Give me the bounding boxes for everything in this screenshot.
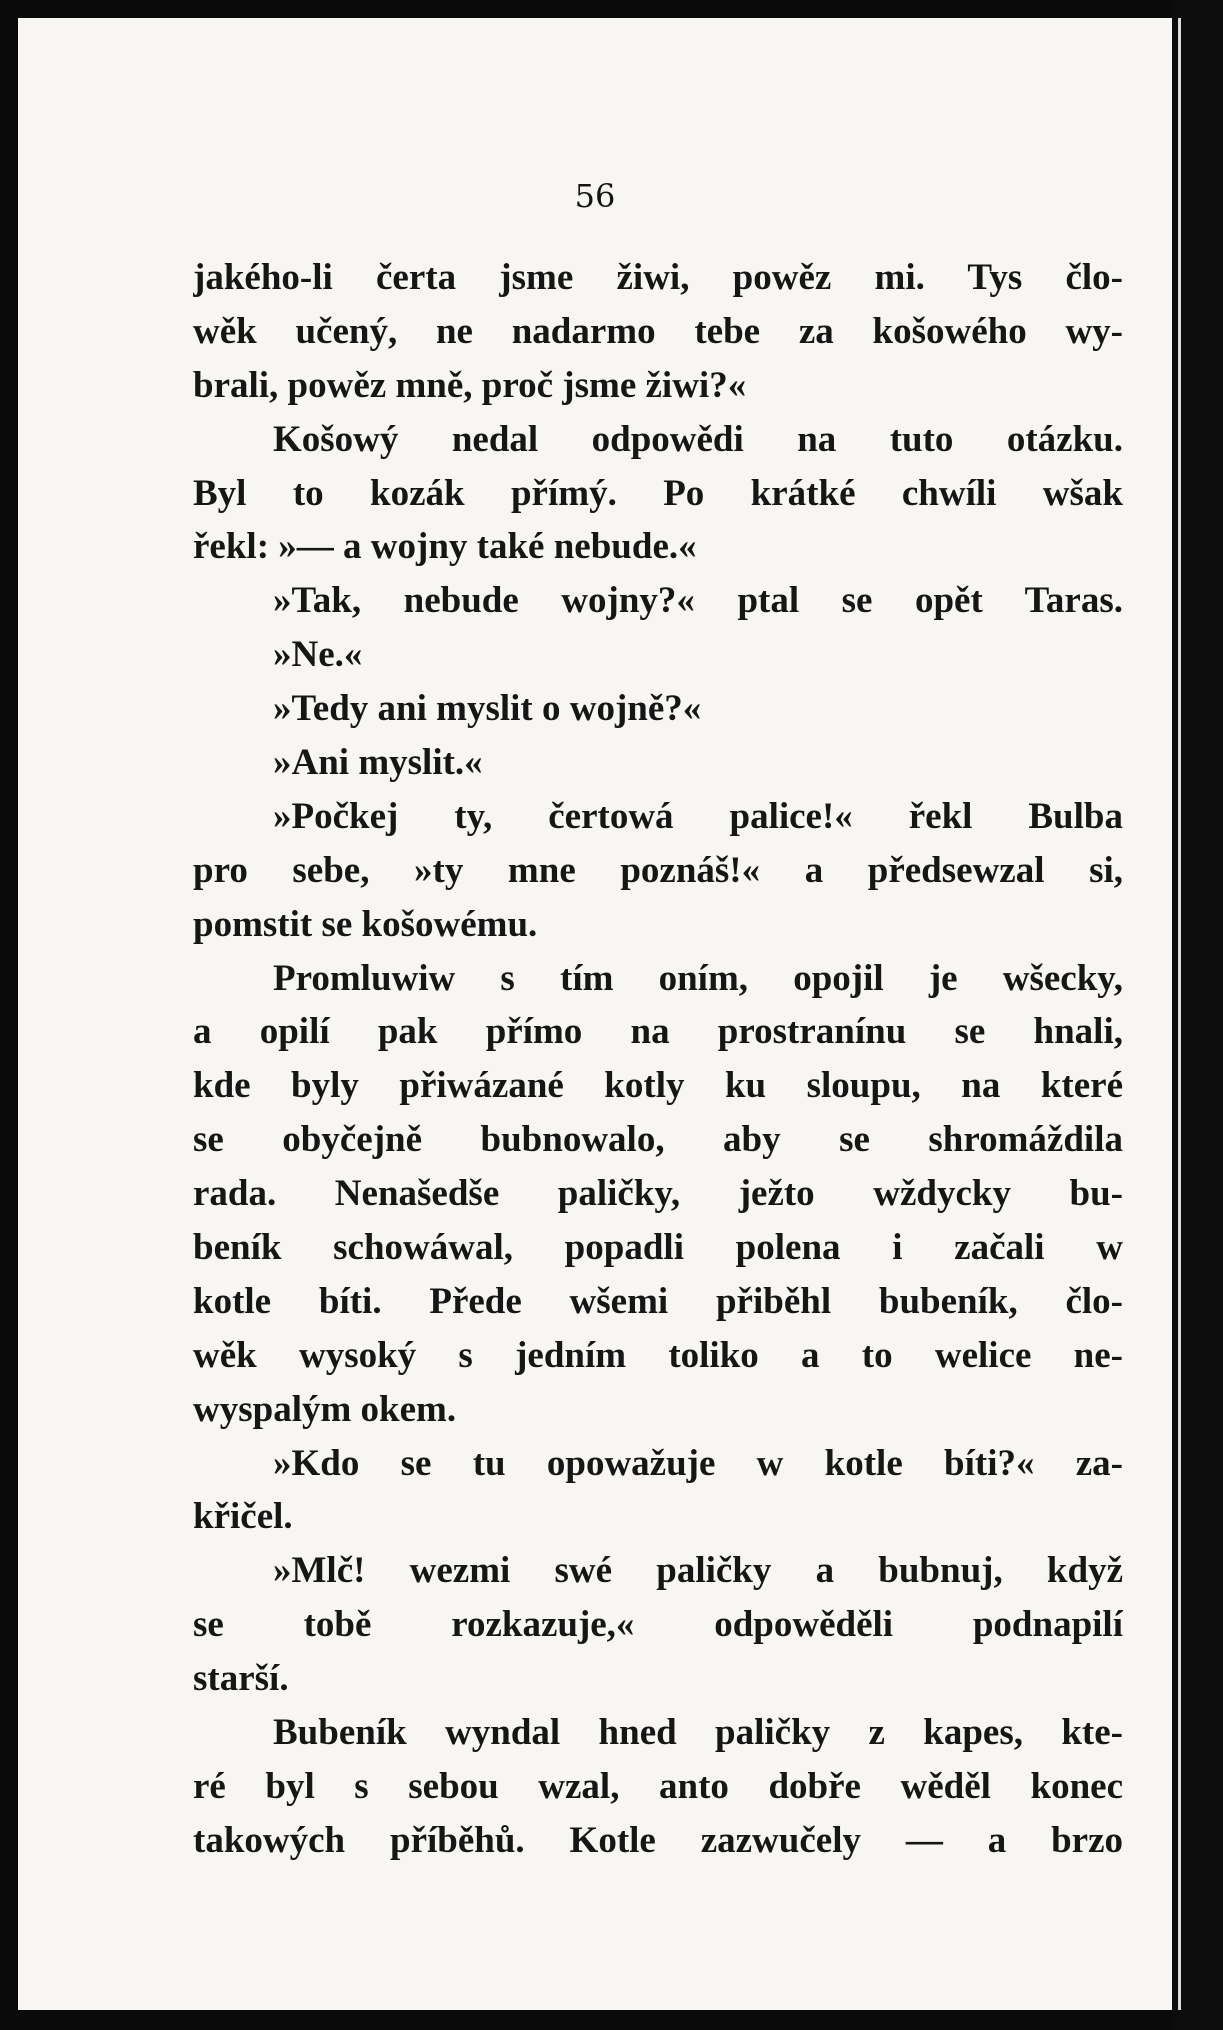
body-text <box>193 251 1123 1868</box>
text-line: kotle bíti. Přede wšemi přiběhl bubeník, člo- <box>193 1280 1123 1322</box>
text-line: wěk wysoký s jedním toliko a to welice ne- <box>193 1334 1123 1376</box>
text-line: beník schowáwal, popadli polena i začali w <box>193 1227 1123 1269</box>
text-line: »Ani myslit.« <box>273 742 483 784</box>
text-line: se obyčejně bubnowalo, aby se shromáždila <box>193 1119 1123 1161</box>
text-line: Byl to kozák přímý. Po krátké chwíli wšak <box>193 472 1123 514</box>
text-line: starší. <box>193 1658 289 1700</box>
text-line: se tobě rozkazuje,« odpowěděli podnapilí <box>193 1604 1123 1646</box>
text-line: a opilí pak přímo na prostranínu se hnali, <box>193 1011 1123 1053</box>
text-line: ré byl s sebou wzal, anto dobře wěděl konec <box>193 1765 1123 1807</box>
text-line: pomstit se košowému. <box>193 903 538 945</box>
text-line: »Počkej ty, čertowá palice!« řekl Bulba <box>273 795 1123 837</box>
text-line: Bubeník wyndal hned paličky z kapes, kte- <box>273 1712 1123 1754</box>
text-line: »Tedy ani myslit o wojně?« <box>273 688 702 730</box>
text-line: Promluwiw s tím oním, opojil je wšecky, <box>273 957 1123 999</box>
text-line: Košowý nedal odpowědi na tuto otázku. <box>273 418 1123 460</box>
text-line: rada. Nenašedše paličky, ježto wždycky bu- <box>193 1173 1123 1215</box>
text-line: řekl: »— a wojny také nebude.« <box>193 526 697 568</box>
book-page <box>18 18 1172 2010</box>
text-line: brali, powěz mně, proč jsme žiwi?« <box>193 364 747 406</box>
text-line: jakého-li čerta jsme žiwi, powěz mi. Tys člo- <box>193 257 1123 298</box>
page-edge-line <box>1178 18 1181 2010</box>
text-line: wěk učený, ne nadarmo tebe za košowého wy- <box>193 310 1123 352</box>
text-line: »Tak, nebude wojny?« ptal se opět Taras. <box>273 580 1123 622</box>
text-line: kde byly přiwázané kotly ku sloupu, na které <box>193 1065 1123 1107</box>
text-line: »Ne.« <box>273 634 363 676</box>
text-line: »Kdo se tu opowažuje w kotle bíti?« za- <box>273 1442 1123 1484</box>
page-number: 56 <box>574 177 616 215</box>
text-line: takowých příběhů. Kotle zazwučely — a brzo <box>193 1819 1123 1861</box>
text-line: »Mlč! wezmi swé paličky a bubnuj, když <box>273 1550 1123 1592</box>
text-line: wyspalým okem. <box>193 1388 457 1430</box>
text-line: křičel. <box>193 1496 293 1538</box>
text-line: pro sebe, »ty mne poznáš!« a předsewzal si, <box>193 849 1123 891</box>
